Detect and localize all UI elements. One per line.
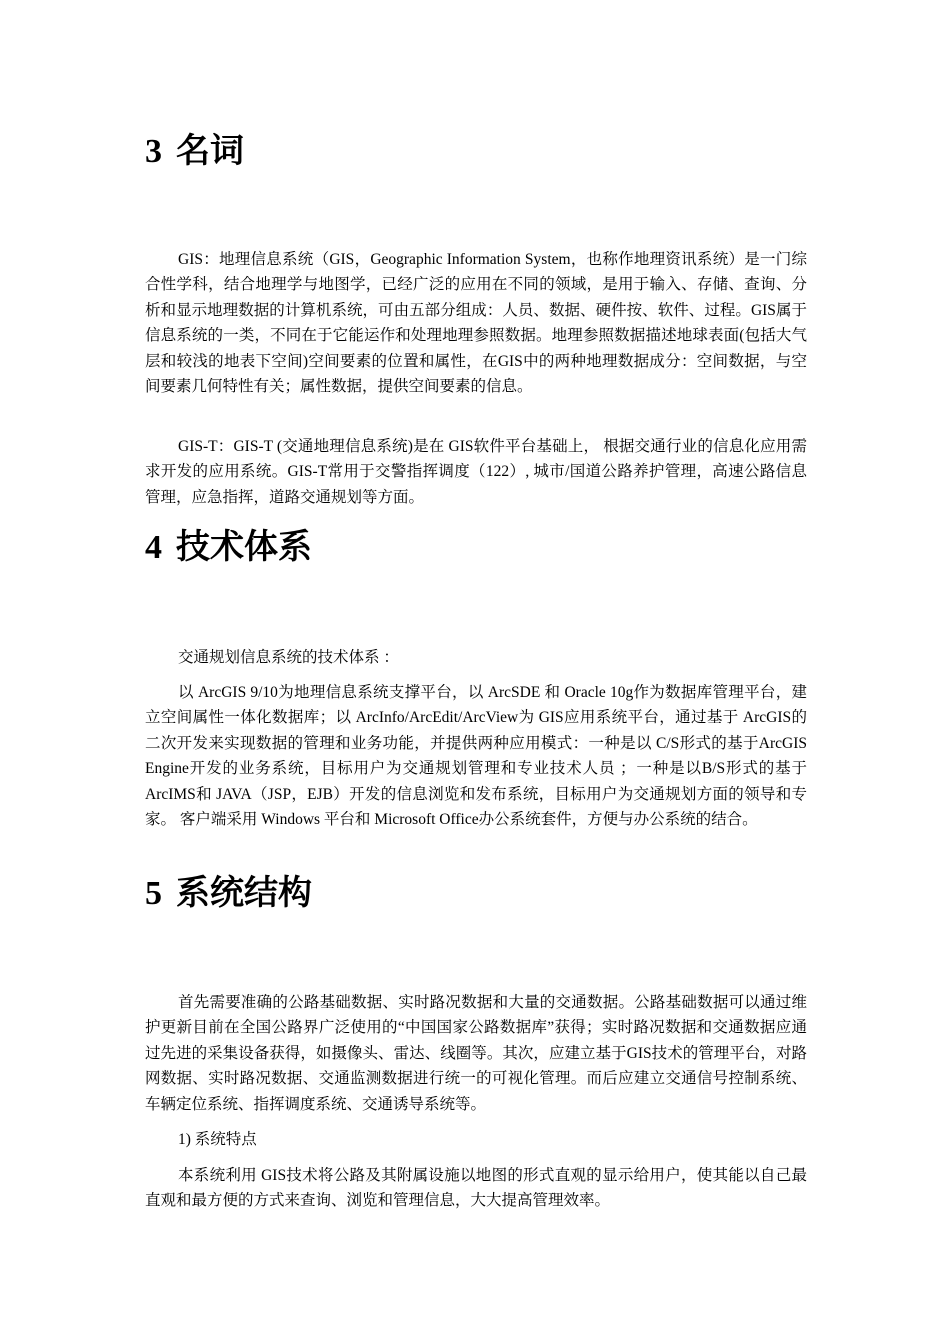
section-heading-3 bbox=[145, 131, 244, 172]
paragraph-system-features: 本系统利用 GIS技术将公路及其附属设施以地图的形式直观的显示给用户，使其能以自己最直观和最方便的方式来查询、浏览和管理信息，大大提高管理效率。 bbox=[145, 1167, 807, 1210]
paragraph-system-features-heading: 1) 系统特点 bbox=[178, 1131, 257, 1148]
paragraph-system-structure: 首先需要准确的公路基础数据、实时路况数据和大量的交通数据。公路基础数据可以通过维护更新目前在全国公路界广泛使用的“中国国家公路数据库”获得；实时路况数据和交通数据应通过先进的采集设备获得，如摄像头、雷达、线圈等。其次，应建立基于GIS技术的管理平台，对路网数据、实时路况数据、交通监测数据进行统一的可视化管理。而后应建立交通信号控制系统、车辆定位系统、指挥调度系统、交通诱导系统等。 bbox=[145, 994, 807, 1113]
section-number: 4 bbox=[145, 529, 162, 566]
section-number: 3 bbox=[145, 133, 162, 170]
section-title: 名词 bbox=[176, 131, 244, 171]
paragraph-tech-architecture: 以 ArcGIS 9/10为地理信息系统支撑平台，以 ArcSDE 和 Oracle 10g作为数据库管理平台，建立空间属性一体化数据库；以 ArcInfo/ArcEdit/ArcView为 GIS应用系统平台，通过基于 ArcGIS的二次开发来实现数据的管理和业务功能，并提供两种应用模式：一种是以 C/S形式的基于ArcGIS Engine开发的业务系统，目标用户为交通规划管理和专业技术人员 ；一种是以B/S形式的基于 ArcIMS和 JAVA（JSP，EJB）开发的信息浏览和发布系统，目标用户为交通规划方面的领导和专家。 客户端采用 Windows 平台和 Microsoft Office办公系统套件，方便与办公系统的结合。 bbox=[145, 684, 807, 829]
section-heading-5 bbox=[145, 873, 312, 914]
paragraph-gis-definition: GIS：地理信息系统（GIS，Geographic Information System，也称作地理资讯系统）是一门综合性学科，结合地理学与地图学，已经广泛的应用在不同的领域，是用于输入、存储、查询、分析和显示地理数据的计算机系统，可由五部分组成：人员、数据、硬件按、软件、过程。GIS属于信息系统的一类，不同在于它能运作和处理地理参照数据。地理参照数据描述地球表面(包括大气层和较浅的地表下空间)空间要素的位置和属性，在GIS中的两种地理数据成分：空间数据，与空间要素几何特性有关；属性数据，提供空间要素的信息。 bbox=[145, 251, 807, 396]
paragraph-tech-intro: 交通规划信息系统的技术体系 ： bbox=[178, 649, 399, 666]
section-title: 技术体系 bbox=[176, 527, 312, 567]
paragraph-gis-t-definition: GIS-T：GIS-T (交通地理信息系统)是在 GIS软件平台基础上， 根据交通行业的信息化应用需求开发的应用系统。GIS-T常用于交警指挥调度（122）, 城市/国道公路养护管理，高速公路信息管理，应急指挥，道路交通规划等方面。 bbox=[145, 438, 807, 506]
section-title: 系统结构 bbox=[176, 873, 312, 913]
section-heading-4 bbox=[145, 527, 312, 568]
section-number: 5 bbox=[145, 875, 162, 912]
